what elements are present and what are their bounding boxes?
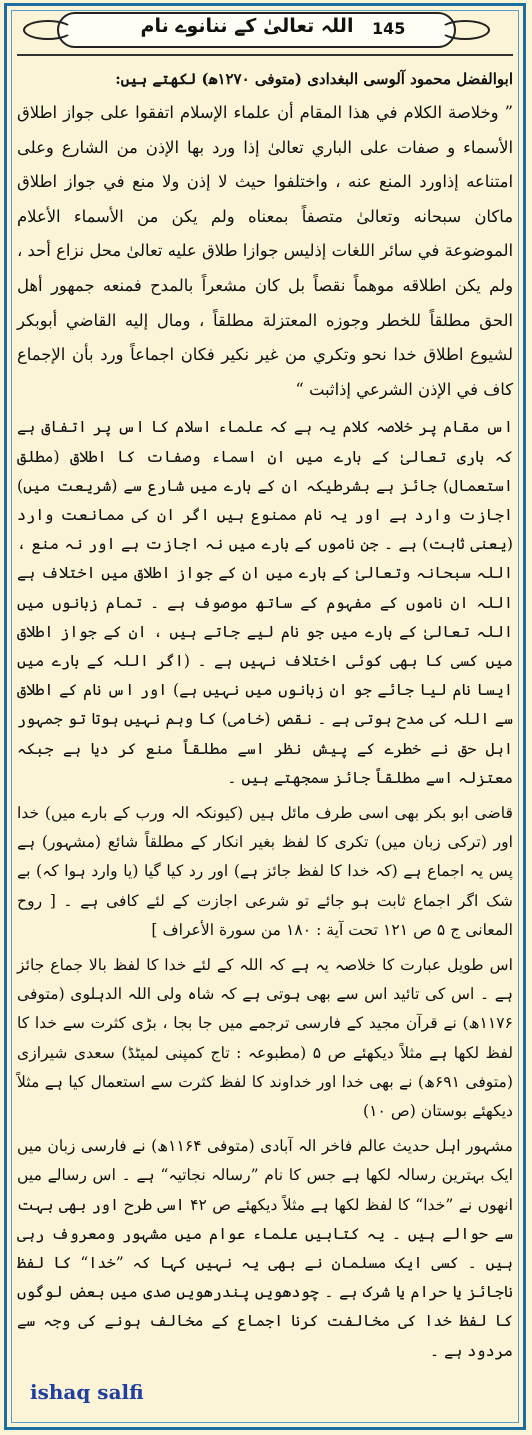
page-content [17, 64, 513, 1372]
arabic-quote: ” وخلاصة الكلام في هذا المقام أن علماء الإسلام اتفقوا على جواز اطلاق الأسماء و صفات على الباري تعالىٰ إذا ورد بها الإذن من الشارع وعلى امتناعه إذاورد المنع عنه ، واختلفوا حيث لا إذن ولا منع في جواز اطلاق ماكان سبحانه وتعالىٰ متصفاً بمعناه ولم يكن من الأسماء الأعلام الموضوعة في سائر اللغات إذليس جوازا طلاق عليه تعالىٰ محل نزاع أحد ، ولم يكن اطلاقه موهماً نقصاً بل كان مشعراً بالمدح فمنعه جمهور أهل الحق مطلقاً للخطر وجوزه المعتزلة مطلقاً ، ومال إليه القاضي أبوبكر لشيوع اطلاق خدا نحو وتكري من غير نكير فكان اجماعاً ورد بأن الإجماع كاف في الإذن الشرعي إذاثبت “ [17, 103, 513, 399]
author-signature: ishaq salfi [30, 1380, 144, 1404]
paragraph-summary: اس مقام پر خلاصہ کلام یہ ہے کہ علماء اسلام کا اس پر اتفاق ہے کہ باری تعالیٰ کے بارے میں ان اسماء وصفات کا اطلاق (مطلق استعمال) جائز ہے بشرطیکہ ان کے بارے میں شارع سے (شریعت میں) اجازت وارد ہے اور یہ نام ممنوع ہیں اگر ان کی ممانعت وارد (یعنی ثابت) ہے ۔ جن ناموں کے بارے میں نہ اجازت ہے اور نہ منع ، اللہ سبحانہ وتعالیٰ کے بارے میں ان کے جواز اطلاق میں اختلاف ہے اللہ ان ناموں کے مفہوم کے ساتھ موصوف ہے ۔ تمام زبانوں میں اللہ تعالیٰ کے بارے میں جو نام لیے جاتے ہیں ، ان کے جواز اطلاق میں کسی کا بھی کوئی اختلاف نہیں ہے ۔ (اگر اللہ کے بارے میں ایسا نام لیا جائے جو ان زبانوں میں نہیں ہے) اور اس نام کے اطلاق سے اللہ کی مدح ہوتی ہے ۔ نقص (خامی) کا وہم نہیں ہوتا تو جمہور اہل حق نے خطرے کے پیش نظر اسے مطلقاً منع کر دیا ہے جبکہ معتزلہ اسے مطلقاً جائز سمجھتے ہیں ۔ [17, 418, 513, 787]
page-frame [4, 3, 526, 1430]
paragraph-qazi-abu-bakr: قاضی ابو بکر بھی اسی طرف مائل ہیں (کیونکہ الہ ورب کے بارے میں) خدا اور (ترکی زبان میں) تکری کا لفظ بغیر انکار کے مطلقاً شائع (مشہور) ہے پس یہ اجماع ہے (کہ خدا کا لفظ جائز ہے) اور رد کیا گیا (یا وارد ہوا کہ) بے شک اگر اجماع ثابت ہو جائے تو شرعی اجازت کے لئے کافی ہے ۔ [ روح المعانی ج ۵ ص ۱۲۱ تحت آیة : ۱۸۰ من سورة الأعراف ] [17, 803, 513, 939]
page-header [7, 6, 523, 60]
header-divider [17, 54, 513, 56]
page-title: اللہ تعالیٰ کے ننانوے نام [140, 15, 354, 37]
intro-line: ابوالفضل محمود آلوسی البغدادی (متوفی ۱۲۷۰ھ) لکھتے ہیں: [115, 70, 513, 88]
paragraph-evidence: اس طویل عبارت کا خلاصہ یہ ہے کہ اللہ کے لئے خدا کا لفظ بالا جماع جائز ہے ۔ اس کی تائید اس سے بھی ہوتی ہے کہ شاہ ولی اللہ الدہلوی (متوفی ۱۱۷۶ھ) نے قرآن مجید کے فارسی ترجمے میں جا بجا ، بڑی کثرت سے خدا کا لفظ لکھا ہے مثلاً دیکھئے ص ۵ (مطبوعہ : تاج کمپنی لمیٹڈ) سعدی شیرازی (متوفی ۶۹۱ھ) نے بھی خدا اور خداوند کا لفظ کثرت سے استعمال کیا ہے مثلاً دیکھئے بوستان (ص ۱۰) [17, 956, 513, 1121]
paragraph-conclusion: مشہور اہل حدیث عالم فاخر الہ آبادی (متوفی ۱۱۶۴ھ) نے فارسی زبان میں ایک بہترین رسالہ لکھا ہے جس کا نام ”رسالہ نجاتیہ“ ہے ۔ اس رسالے میں انھوں نے ”خدا“ کا لفظ لکھا ہے مثلاً دیکھئے ص ۴۲ اسی طرح اور بھی بہت سے حوالے ہیں ۔ یہ کتابیں علماء عوام میں مشہور ومعروف رہی ہیں ۔ کسی ایک مسلمان نے بھی یہ نہیں کہا کہ ”خدا“ کا لفظ ناجائز یا حرام یا شرک ہے ۔ چودھویں پندرھویں صدی میں بعض لوگوں کا لفظ خدا کی مخالفت کرنا اجماع کے مخالف ہونے کی وجہ سے مردود ہے ۔ [17, 1137, 514, 1360]
page-number: 145 [372, 19, 406, 38]
